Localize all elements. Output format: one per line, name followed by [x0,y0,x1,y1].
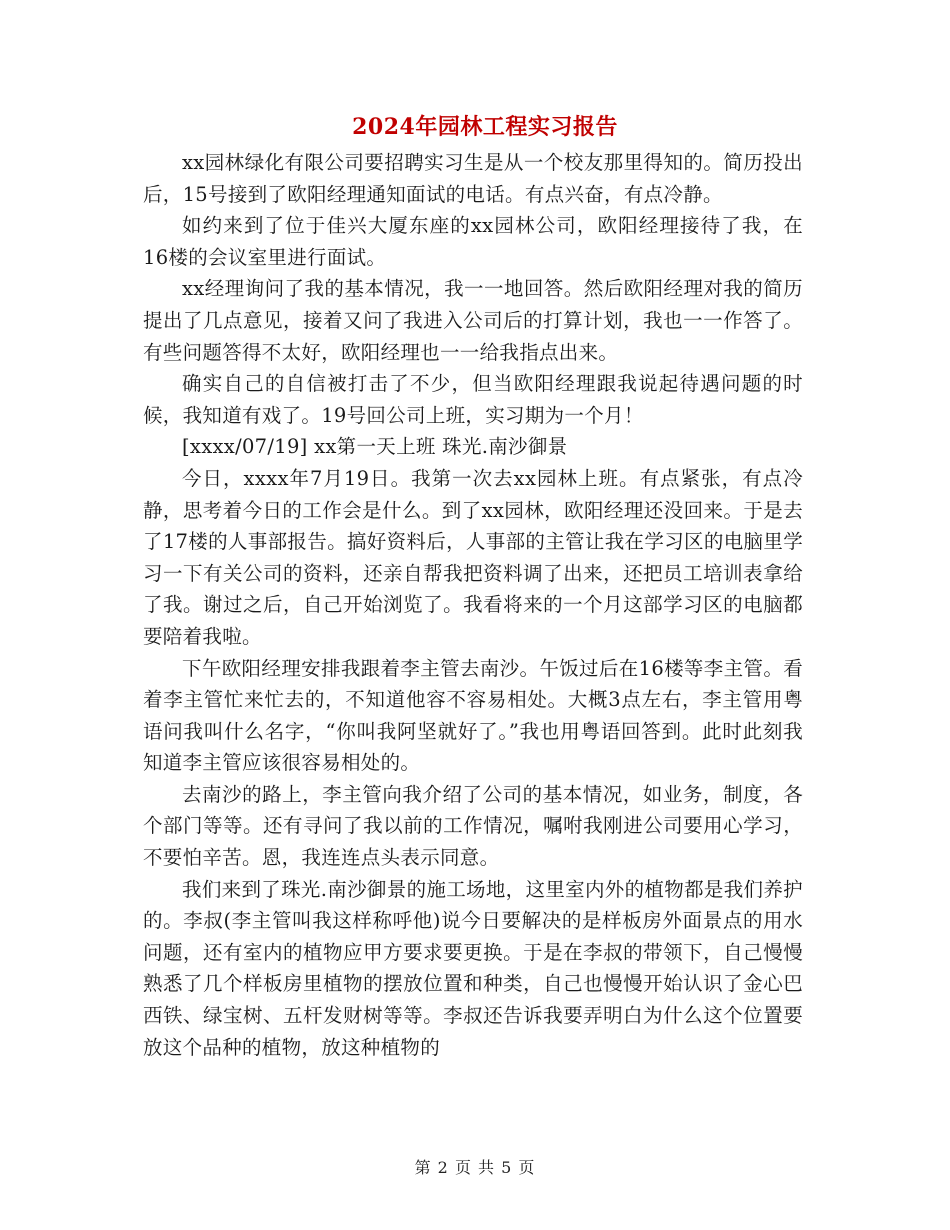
page-footer: 第 2 页 共 5 页 [414,1158,536,1177]
paragraph: 确实自己的自信被打击了不少，但当欧阳经理跟我说起待遇问题的时候，我知道有戏了。19号回公司上班，实习期为一个月！ [143,372,803,427]
document-title: 2024年园林工程实习报告 [352,114,618,140]
paragraph: 今日，xxxx年7月19日。我第一次去xx园林上班。有点紧张，有点冷静，思考着今日的工作会是什么。到了xx园林，欧阳经理还没回来。于是去了17楼的人事部报告。搞好资料后，人事部的主管让我在学习区的电脑里学习一下有关公司的资料，还亲自帮我把资料调了出来，还把员工培训表拿给了我。谢过之后，自己开始浏览了。我看将来的一个月这部学习区的电脑都要陪着我啦。 [143,466,803,648]
paragraph: 下午欧阳经理安排我跟着李主管去南沙。午饭过后在16楼等李主管。看着李主管忙来忙去的，不知道他容不容易相处。大概3点左右，李主管用粤语问我叫什么名字，“你叫我阿坚就好了。”我也用粤语回答到。此时此刻我知道李主管应该很容易相处的。 [143,656,803,775]
paragraph: xx园林绿化有限公司要招聘实习生是从一个校友那里得知的。简历投出后，15号接到了欧阳经理通知面试的电话。有点兴奋，有点冷静。 [143,151,803,206]
paragraph: 如约来到了位于佳兴大厦东座的xx园林公司，欧阳经理接待了我，在16楼的会议室里进行面试。 [143,214,803,269]
paragraph: 我们来到了珠光.南沙御景的施工场地，这里室内外的植物都是我们养护的。李叔(李主管叫我这样称呼他)说今日要解决的是样板房外面景点的用水问题，还有室内的植物应甲方要求要更换。于是在李叔的带领下，自己慢慢熟悉了几个样板房里植物的摆放位置和种类，自己也慢慢开始认识了金心巴西铁、绿宝树、五杆发财树等等。李叔还告诉我要弄明白为什么这个位置要放这个品种的植物，放这种植物的 [143,877,803,1059]
document-body [143,147,803,1063]
paragraph: xx经理询问了我的基本情况，我一一地回答。然后欧阳经理对我的简历提出了几点意见，接着又问了我进入公司后的打算计划，我也一一作答了。有些问题答得不太好，欧阳经理也一一给我指点出来。 [143,277,803,364]
diary-heading: [xxxx/07/19] xx第一天上班 珠光.南沙御景 [182,435,568,459]
paragraph: 去南沙的路上，李主管向我介绍了公司的基本情况，如业务，制度，各个部门等等。还有寻问了我以前的工作情况，嘱咐我刚进公司要用心学习，不要怕辛苦。恩，我连连点头表示同意。 [143,782,803,870]
